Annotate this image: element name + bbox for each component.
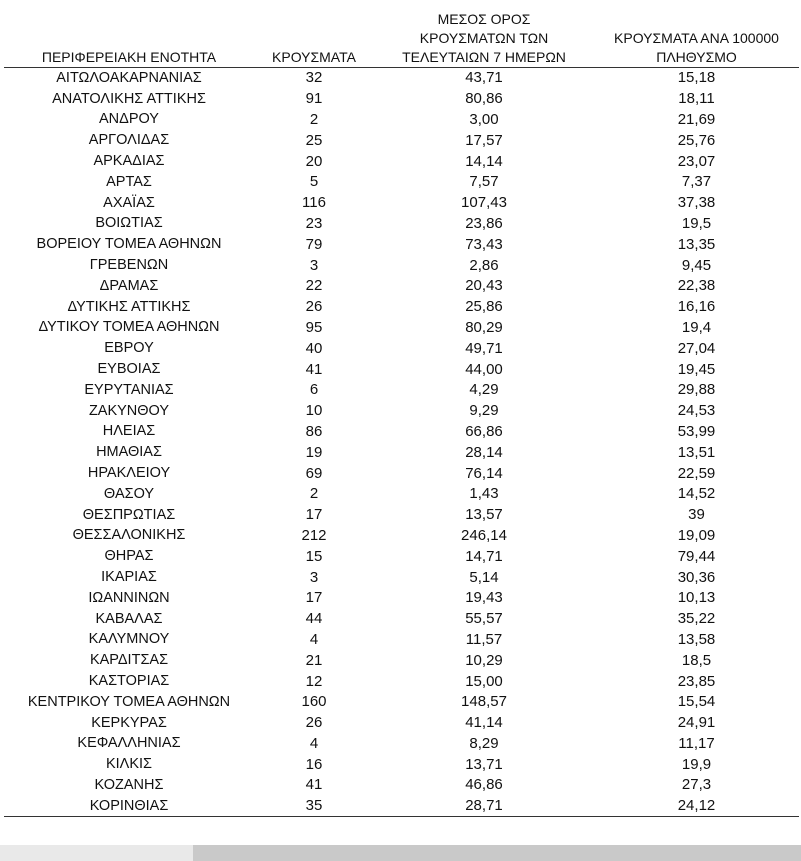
table-row [4,234,799,255]
cell-region: ΚΑΡΔΙΤΣΑΣ [89,652,169,669]
cell-cases: 26 [305,298,323,316]
cell-per-100k: 13,58 [677,630,716,648]
cell-cases: 19 [305,443,323,461]
table-row [4,151,799,172]
cell-cases: 2 [309,110,319,128]
cell-avg-7-days: 73,43 [465,235,503,253]
cell-region: ΘΕΣΣΑΛΟΝΙΚΗΣ [72,527,186,544]
table-row [4,317,799,338]
cell-avg-7-days: 15,00 [465,672,503,690]
table-row [4,608,799,629]
cell-avg-7-days: 13,71 [465,755,503,773]
cell-per-100k: 19,5 [681,214,712,232]
header-avg-line-1: ΜΕΣΟΣ ΟΡΟΣ [437,10,531,27]
cell-per-100k: 37,38 [677,194,716,212]
cell-per-100k: 21,69 [677,110,716,128]
cell-avg-7-days: 13,57 [465,506,503,524]
cell-region: ΘΕΣΠΡΩΤΙΑΣ [82,506,176,523]
cell-cases: 5 [309,173,319,191]
table-row [4,775,799,796]
cell-region: ΑΧΑΪΑΣ [103,194,155,211]
cell-avg-7-days: 14,14 [465,152,503,170]
cell-avg-7-days: 80,29 [465,318,503,336]
cell-cases: 16 [305,755,323,773]
table-row [4,255,799,276]
cell-cases: 12 [305,672,323,690]
cell-per-100k: 24,12 [594,795,799,816]
cell-cases: 41 [305,776,323,794]
cell-region: ΚΕΦΑΛΛΗΝΙΑΣ [77,735,181,752]
cell-avg-7-days: 9,29 [469,402,499,420]
cell-region: ΖΑΚΥΝΘΟΥ [88,402,170,419]
cell-cases: 79 [305,235,323,253]
table-row [4,296,799,317]
cell-cases: 26 [305,714,323,732]
cell-per-100k: 53,99 [677,422,716,440]
cell-avg-7-days: 55,57 [465,610,503,628]
table-row [4,525,799,546]
cell-avg-7-days: 80,86 [465,90,503,108]
cell-avg-7-days: 17,57 [465,131,503,149]
cell-avg-7-days: 14,71 [465,547,503,565]
cell-per-100k: 19,09 [677,526,716,544]
cell-cases: 15 [305,547,323,565]
cell-avg-7-days: 76,14 [465,464,503,482]
cell-avg-7-days: 11,57 [465,630,503,648]
cell-per-100k: 7,37 [681,173,712,191]
cell-region: ΚΟΖΑΝΗΣ [94,776,164,793]
cell-avg-7-days: 28,14 [465,443,503,461]
cell-per-100k: 24,53 [677,402,716,420]
cell-per-100k: 29,88 [677,381,716,399]
table-row [4,67,799,88]
cell-avg-7-days: 20,43 [465,277,503,295]
horizontal-scrollbar[interactable] [0,845,801,861]
table-row [4,400,799,421]
cell-avg-7-days: 8,29 [469,734,499,752]
cell-region: ΚΕΝΤΡΙΚΟΥ ΤΟΜΕΑ ΑΘΗΝΩΝ [27,693,231,710]
cell-avg-7-days: 28,71 [374,795,594,816]
header-avg-line-3: ΤΕΛΕΥΤΑΙΩΝ 7 ΗΜΕΡΩΝ [402,48,566,65]
cell-per-100k: 15,18 [677,69,716,87]
cell-cases: 2 [309,485,319,503]
table-row [4,795,799,816]
cell-avg-7-days: 4,29 [469,381,499,399]
header-per100k-line-1: ΚΡΟΥΣΜΑΤΑ ΑΝΑ 100000 [614,29,779,46]
table-row [4,671,799,692]
cell-per-100k: 39 [688,506,705,524]
cell-region: ΕΥΒΟΙΑΣ [97,361,161,378]
cell-region: ΔΡΑΜΑΣ [99,277,159,294]
cell-cases: 25 [305,131,323,149]
cell-avg-7-days: 148,57 [461,693,507,711]
cell-region: ΚΙΛΚΙΣ [105,756,153,773]
cell-cases: 10 [305,402,323,420]
table-row [4,275,799,296]
cell-per-100k: 79,44 [677,547,716,565]
cell-cases: 17 [305,589,323,607]
cell-cases: 91 [305,90,323,108]
cell-region: ΕΒΡΟΥ [104,340,154,357]
cell-region: ΚΕΡΚΥΡΑΣ [91,714,167,731]
cell-region: ΚΑΣΤΟΡΙΑΣ [88,673,170,689]
cell-per-100k: 23,85 [677,672,716,690]
cell-cases: 44 [305,610,323,628]
table-row [4,192,799,213]
cell-cases: 35 [254,795,374,816]
cell-avg-7-days: 23,86 [465,214,503,232]
header-per100k-line-2: ΠΛΗΘΥΣΜΟ [656,48,737,65]
cell-avg-7-days: 19,43 [465,589,503,607]
cell-avg-7-days: 41,14 [465,714,503,732]
table-row [4,650,799,671]
table-row [4,754,799,775]
cell-cases: 6 [309,381,319,399]
cell-cases: 41 [305,360,323,378]
table-row [4,171,799,192]
cell-per-100k: 13,51 [677,443,716,461]
cell-region: ΒΟΙΩΤΙΑΣ [95,215,163,232]
cell-cases: 32 [305,69,323,87]
table-row [4,379,799,400]
cell-per-100k: 18,5 [681,651,712,669]
cell-avg-7-days: 25,86 [465,298,503,316]
cell-per-100k: 19,4 [681,318,712,336]
table-row [4,546,799,567]
cell-cases: 3 [309,568,319,586]
cell-cases: 116 [302,194,326,212]
cell-per-100k: 11,17 [678,734,715,752]
table-row [4,442,799,463]
cell-avg-7-days: 46,86 [465,776,503,794]
table-row [4,338,799,359]
header-row [4,4,799,67]
cell-per-100k: 9,45 [681,256,712,274]
table-row [4,213,799,234]
cell-per-100k: 16,16 [677,298,716,316]
cell-region: ΚΑΛΥΜΝΟΥ [88,631,170,648]
table-row [4,463,799,484]
cell-per-100k: 22,38 [677,277,716,295]
cell-cases: 17 [305,506,323,524]
cell-region: ΔΥΤΙΚΟΥ ΤΟΜΕΑ ΑΘΗΝΩΝ [38,319,220,336]
cell-region: ΓΡΕΒΕΝΩΝ [89,257,169,274]
cell-per-100k: 25,76 [677,131,716,149]
cell-per-100k: 23,07 [677,152,716,170]
cell-per-100k: 27,04 [677,339,716,357]
table-row [4,712,799,733]
table-row [4,130,799,151]
cell-cases: 21 [305,651,323,669]
cell-cases: 22 [305,277,323,295]
cell-avg-7-days: 2,86 [469,256,499,274]
table-row [4,421,799,442]
header-avg-line-2: ΚΡΟΥΣΜΑΤΩΝ ΤΩΝ [419,29,549,46]
cell-per-100k: 24,91 [677,714,716,732]
cell-region: ΗΛΕΙΑΣ [102,423,156,440]
table-row [4,88,799,109]
cell-region: ΑΡΚΑΔΙΑΣ [93,153,165,170]
table-row [4,504,799,525]
cases-table [4,4,799,817]
cell-per-100k: 15,54 [677,693,716,711]
cell-cases: 40 [305,339,323,357]
cell-avg-7-days: 5,14 [469,568,499,586]
cell-avg-7-days: 49,71 [465,339,503,357]
table-row [4,109,799,130]
cell-avg-7-days: 246,14 [461,526,507,544]
cell-region: ΑΡΓΟΛΙΔΑΣ [88,132,170,149]
table-row [4,691,799,712]
cell-avg-7-days: 44,00 [465,360,503,378]
scrollbar-thumb[interactable] [193,845,801,861]
cell-cases: 160 [301,693,327,711]
cell-per-100k: 19,45 [677,360,716,378]
cell-cases: 212 [301,526,327,544]
cell-cases: 4 [309,630,319,648]
cell-region: ΗΡΑΚΛΕΙΟΥ [87,465,171,482]
header-cases-per-100k [594,4,799,67]
cell-per-100k: 10,13 [677,589,716,607]
cell-region: ΘΗΡΑΣ [104,548,154,565]
cell-region: ΑΙΤΩΛΟΑΚΑΡΝΑΝΙΑΣ [56,69,202,86]
cell-avg-7-days: 7,57 [469,173,499,191]
header-cases: ΚΡΟΥΣΜΑΤΑ [254,4,374,67]
cell-per-100k: 14,52 [677,485,716,503]
cell-region: ΑΡΤΑΣ [106,173,152,190]
header-avg-7-days [374,4,594,67]
cell-per-100k: 30,36 [677,568,716,586]
table-row [4,733,799,754]
table-row [4,359,799,380]
cell-region: ΗΜΑΘΙΑΣ [96,444,162,461]
cell-per-100k: 18,11 [678,90,715,108]
cell-avg-7-days: 3,00 [469,110,499,128]
cell-per-100k: 19,9 [681,755,712,773]
cell-cases: 3 [309,256,319,274]
cell-cases: 69 [305,464,323,482]
header-region: ΠΕΡΙΦΕΡΕΙΑΚΗ ΕΝΟΤΗΤΑ [4,4,254,67]
cell-region: ΕΥΡΥΤΑΝΙΑΣ [84,381,174,398]
cell-avg-7-days: 107,43 [461,194,507,212]
cell-cases: 86 [305,422,323,440]
cell-cases: 20 [305,152,323,170]
cell-avg-7-days: 1,43 [469,485,499,503]
cell-cases: 23 [305,214,323,232]
table-row [4,629,799,650]
cell-region: ΑΝΔΡΟΥ [99,111,159,128]
cell-cases: 95 [305,318,323,336]
cell-region: ΙΚΑΡΙΑΣ [101,569,157,586]
cell-region: ΚΟΡΙΝΘΙΑΣ [4,795,254,816]
cell-region: ΔΥΤΙΚΗΣ ΑΤΤΙΚΗΣ [67,298,191,315]
cell-region: ΒΟΡΕΙΟΥ ΤΟΜΕΑ ΑΘΗΝΩΝ [36,236,222,253]
cell-region: ΑΝΑΤΟΛΙΚΗΣ ΑΤΤΙΚΗΣ [52,90,206,107]
cell-region: ΘΑΣΟΥ [103,485,155,502]
cell-avg-7-days: 10,29 [465,651,503,669]
cell-per-100k: 35,22 [677,610,716,628]
table-row [4,483,799,504]
cell-per-100k: 13,35 [677,235,716,253]
cell-region: ΚΑΒΑΛΑΣ [95,610,163,627]
table-row [4,587,799,608]
table-row [4,567,799,588]
cell-avg-7-days: 66,86 [465,422,503,440]
cell-per-100k: 27,3 [681,776,712,794]
cell-region: ΙΩΑΝΝΙΝΩΝ [88,589,170,606]
cell-avg-7-days: 43,71 [465,69,503,87]
cell-per-100k: 22,59 [677,464,716,482]
cell-cases: 4 [309,734,319,752]
